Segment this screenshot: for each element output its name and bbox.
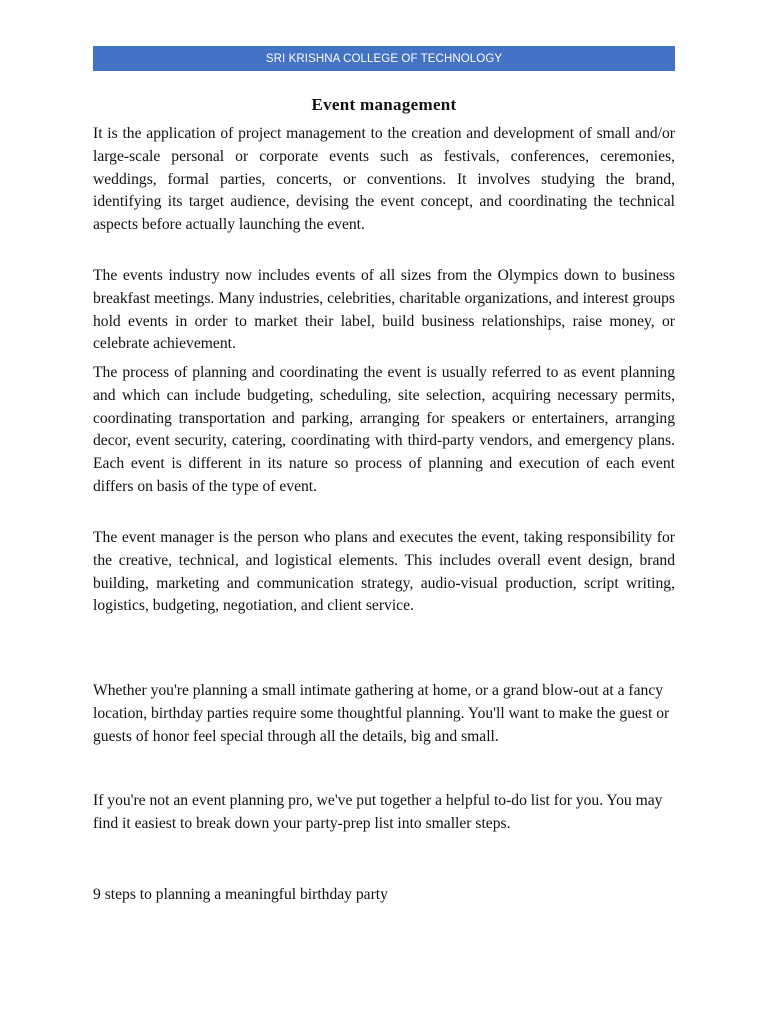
paragraph-birthday-intro: Whether you're planning a small intimate gathering at home, or a grand blow-out at a fancy location, birthday parties require some thoughtful planning. You'll want to make the guest or guests of honor feel special through all the details, big and small. <box>93 682 670 745</box>
paragraph-todo-list: If you're not an event planning pro, we've put together a helpful to-do list for you. You may find it easiest to break down your party-prep list into smaller steps. <box>93 792 663 832</box>
page-title: Event management <box>311 95 457 114</box>
college-name: SRI KRISHNA COLLEGE OF TECHNOLOGY <box>265 52 503 65</box>
paragraph-industry: The events industry now includes events of all sizes from the Olympics down to business breakfast meetings. Many industries, celebrities, charitable organizations, and interest groups hold events in order to market their label, build business relationships, raise money, or celebrate achievement. <box>93 267 675 353</box>
paragraph-planning-process: The process of planning and coordinating the event is usually referred to as event planning and which can include budgeting, scheduling, site selection, acquiring necessary permits, coordinating transportation and parking, arranging for speakers or entertainers, arranging decor, event security, catering, coordinating with third-party vendors, and emergency plans. Each event is different in its nature so process of planning and execution of each event differs on basis of the type of event. <box>93 364 675 495</box>
paragraph-definition: It is the application of project management to the creation and development of small and/or large-scale personal or corporate events such as festivals, conferences, ceremonies, weddings, formal parties, concerts, or conventions. It involves studying the brand, identifying its target audience, devising the event concept, and coordinating the technical aspects before actually launching the event. <box>93 125 675 234</box>
paragraph-steps-heading: 9 steps to planning a meaningful birthday party <box>93 886 388 903</box>
paragraph-event-manager: The event manager is the person who plans and executes the event, taking responsibility for the creative, technical, and logistical elements. This includes overall event design, brand building, marketing and communication strategy, audio-visual production, script writing, logistics, budgeting, negotiation, and client service. <box>93 529 675 615</box>
header-bar <box>93 46 675 71</box>
